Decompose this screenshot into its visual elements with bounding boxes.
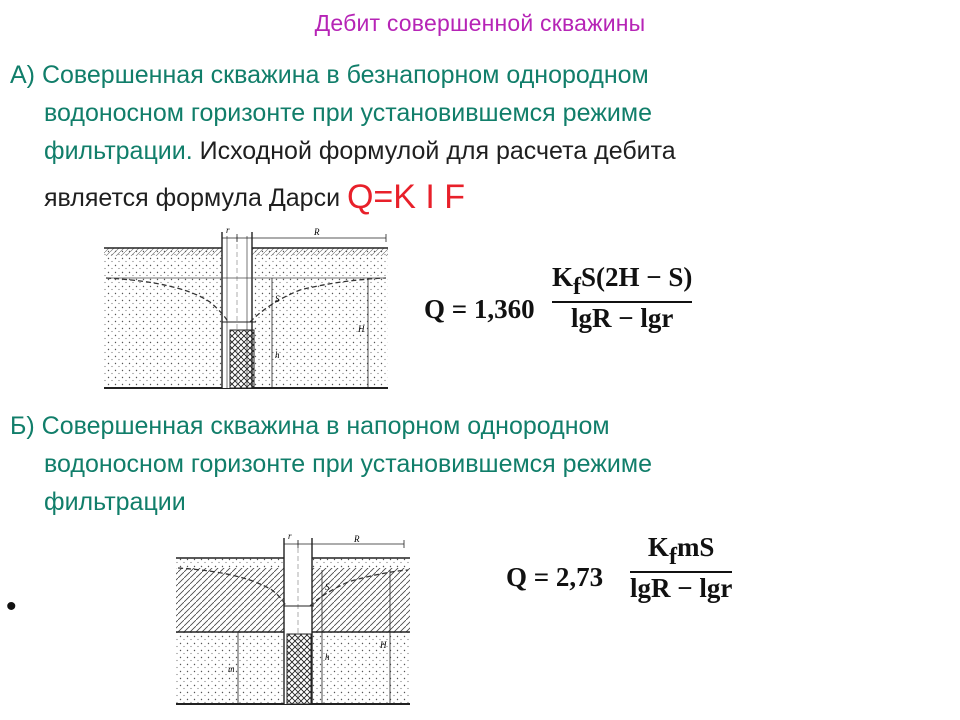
formula-b-num-rest: mS — [676, 532, 715, 562]
formula-b-fraction — [630, 532, 732, 604]
section-a-darcy-label: является формула Дарси — [44, 184, 347, 212]
formula-confined — [506, 532, 796, 622]
formula-a-lhs: Q = 1,360 — [424, 294, 535, 324]
page-title: Дебит совершенной скважины — [314, 10, 646, 36]
section-a-line3 — [10, 132, 930, 170]
label-H: H — [380, 640, 387, 650]
diagram-confined-well — [172, 530, 412, 710]
label-H: H — [358, 324, 365, 334]
formula-unconfined — [424, 262, 744, 352]
section-b-text — [10, 407, 930, 521]
label-r: r — [226, 225, 230, 235]
formula-a-num-rest: S(2H − S) — [581, 262, 693, 292]
section-a-line4 — [10, 178, 930, 217]
formula-b-k: K — [647, 532, 669, 562]
section-b-line1: Б) Совершенная скважина в напорном однородном — [10, 412, 610, 440]
formula-b-lhs: Q = 2,73 — [506, 562, 604, 592]
diagram-unconfined-well — [100, 222, 390, 394]
section-a-line3-dark: Исходной формулой для расчета дебита — [192, 137, 676, 165]
formula-b-numerator — [630, 532, 732, 571]
section-a-line2: водоносном горизонте при установившемся режиме — [44, 99, 652, 127]
formula-a-k: K — [552, 262, 574, 292]
formula-a-denominator: lgR − lgr — [571, 303, 674, 333]
label-S: S — [275, 294, 280, 304]
section-a-text — [10, 56, 930, 217]
label-S: S — [325, 582, 330, 592]
formula-a-fraction — [552, 262, 692, 334]
formula-a-numerator — [552, 262, 692, 301]
section-a-line1: А) Совершенная скважина в безнапорном однородном — [10, 61, 649, 89]
formula-b-denominator: lgR − lgr — [630, 573, 733, 603]
bullet: • — [6, 590, 17, 623]
section-a-line3-green: фильтрации. — [44, 137, 193, 165]
label-m: m — [228, 664, 235, 674]
label-R: R — [354, 534, 360, 544]
label-R: R — [314, 227, 320, 237]
label-r: r — [288, 531, 292, 541]
formula-b-sub: f — [668, 544, 677, 570]
label-h: h — [275, 350, 280, 360]
section-b-line2: водоносном горизонте при установившемся режиме — [44, 450, 652, 478]
formula-a-sub: f — [573, 274, 582, 300]
darcy-formula: Q=K I F — [346, 178, 466, 216]
label-h: h — [325, 652, 330, 662]
section-b-line3: фильтрации — [44, 488, 186, 516]
